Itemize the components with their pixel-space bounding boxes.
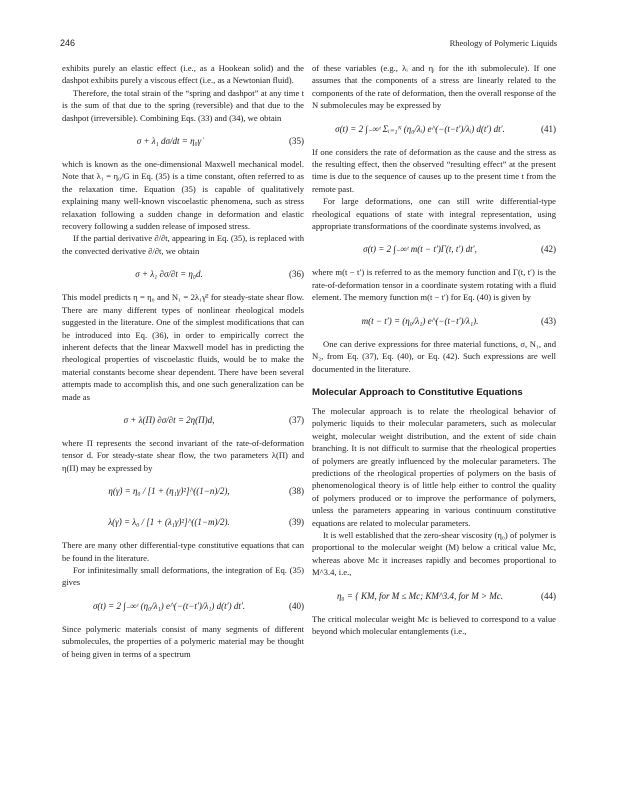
paragraph: Therefore, the total strain of the “spring and dashpot” at any time t is the sum of that due to the spring (reversible) and that due to the dashpot (irreversible). Combining Eqs. (33) and (34), we obtain: [62, 87, 304, 123]
paragraph: where m(t − t′) is referred to as the memory function and Γ(t, t′) is the rate-of-deformation tensor in a coordinate system rotating with a fluid element. The memory function m(t − t′) for Eq. (40) is given by: [312, 267, 556, 303]
paragraph: exhibits purely an elastic effect (i.e., as a Hookean solid) and the dashpot exhibits purely a viscous effect (i.e., as a Newtonian fluid).: [62, 63, 304, 86]
equation-body: σ(t) = 2 ∫₋∞ᵗ Σᵢ₌₁ᴺ (η₀/λᵢ) e^(−(t−t′)/λᵢ) d(t′) dt′.: [335, 123, 505, 134]
equation-body: σ(t) = 2 ∫₋∞ᵗ (η₀/λ₁) e^(−(t−t′)/λ₁) d(t′) dt′.: [92, 600, 246, 611]
page-header: [60, 38, 557, 50]
paragraph: Since polymeric materials consist of many segments of different submolecules, the properties of a polymeric material may be thought of being given in terms of a spectrum: [62, 623, 304, 659]
paragraph: The critical molecular weight Mc is believed to correspond to a value beyond which molecular entanglements (i.e.,: [312, 613, 556, 636]
paragraph: of these variables (e.g., λᵢ and ηᵢ for the ith submolecule). If one assumes that the components of a stress are linearly related to the components of the rate of deformation, then the overall response of the N submolecules may be expressed by: [312, 63, 556, 111]
paragraph: which is known as the one-dimensional Maxwell mechanical model. Note that λ₁ = η₀/G in Eq. (35) is a time constant, often referred to as the relaxation time. Equation (35) is capable of qualitatively explaining many well-known viscoelastic phenomena, such as stress relaxation following a sudden change in deformation and elastic recovery following a sudden release of imposed stress.: [62, 159, 304, 232]
equation-body: λ(γ̇) = λ₀ / [1 + (λ₁γ̇)²]^((1−m)/2).: [108, 517, 230, 528]
equation-number: (35): [289, 136, 304, 147]
equation-number: (37): [289, 414, 304, 425]
equation-42: [312, 235, 556, 263]
equation-number: (43): [541, 315, 556, 326]
equation-38: [62, 477, 304, 505]
equation-37: [62, 406, 304, 434]
paragraph: One can derive expressions for three material functions, σ, N₁, and N₂, from Eq. (37), Eq. (40), or Eq. (42). Such expressions are well documented in the literature.: [312, 338, 556, 374]
equation-36: [62, 260, 304, 288]
equation-body: η(γ̇) = η₀ / [1 + (η₁γ̇)²]^((1−n)/2),: [108, 486, 230, 497]
equation-number: (39): [289, 517, 304, 528]
paragraph: There are many other differential-type constitutive equations that can be found in the literature.: [62, 540, 304, 563]
equation-body: σ + λ₁ dσ/dt = η₀γ̇: [136, 136, 202, 147]
right-column: [312, 62, 556, 637]
paragraph: The molecular approach is to relate the rheological behavior of polymeric liquids to their molecular parameters, such as molecular weight, molecular weight distribution, and the extent of side chain branching. It is not difficult to surmise that the rheological properties of polymers are greatly influenced by the molecular parameters. The predictions of the rheological properties of polymers on the basis of phenomenological theory is of little help either to control the quality of polymers produced or to improve the performance of polymers, unless the parameters appearing in various continuum constitutive equations are related to molecular parameters.: [312, 405, 556, 528]
paragraph: It is well established that the zero-shear viscosity (η₀) of polymer is proportional to the molecular weight (M) below a critical value Mc, whereas above Mc it increases rapidly and becomes proportional to M^3.4, i.e.,: [312, 529, 556, 578]
paragraph: If the partial derivative ∂/∂t, appearing in Eq. (35), is replaced with the convected derivative ∂/∂t, we obtain: [62, 233, 304, 256]
paragraph: For large deformations, one can still write differential-type rheological equations of state with integral representation, using appropriate transformations of the coordinate systems involved, as: [312, 196, 556, 232]
section-heading: Molecular Approach to Constitutive Equations: [312, 386, 523, 398]
running-title: Rheology of Polymeric Liquids: [449, 38, 557, 48]
equation-35: [62, 127, 304, 155]
paragraph: where Π represents the second invariant of the rate-of-deformation tensor d. For steady-state shear flow, the two parameters λ(Π) and η(Π) may be expressed by: [62, 437, 304, 473]
equation-number: (38): [289, 486, 304, 497]
paragraph: This model predicts η = η₀ and N₁ = 2λ₁γ̇² for steady-state shear flow. There are many different types of nonlinear rheological models suggested in the literature. One of the simplest modifications that can be introduced into Eq. (36), in order to empirically correct the inherent defects that the linear Maxwell model has in predicting the rheological properties of viscoelastic fluids, would be to make the material constants become shear dependent. There have been several attempts made to accomplish this, and one such generalization can be made as: [62, 292, 304, 402]
equation-body: σ(t) = 2 ∫₋∞ᵗ m(t − t′)Γ(t, t′) dt′,: [363, 244, 477, 255]
equation-41: [312, 115, 556, 143]
equation-number: (44): [541, 590, 556, 601]
equation-43: [312, 307, 556, 335]
equation-44: [312, 582, 556, 610]
paragraph: If one considers the rate of deformation as the cause and the stress as the resulting effect, then the observed “resulting effect” at the present time is due to the sequence of causes up to the present time t from the remote past.: [312, 146, 556, 194]
equation-number: (41): [541, 123, 556, 134]
equation-40: [62, 592, 304, 620]
page-number: 246: [60, 38, 76, 48]
equation-number: (36): [289, 269, 304, 280]
equation-number: (40): [289, 600, 304, 611]
equation-body: m(t − t′) = (η₀/λ₁) e^(−(t−t′)/λ₁).: [361, 315, 479, 326]
equation-number: (42): [541, 244, 556, 255]
equation-body: η₀ = { KM, for M ≤ Mc; KM^3.4, for M > Mc.: [336, 590, 504, 601]
equation-39: [62, 508, 304, 536]
paragraph: For infinitesimally small deformations, the integration of Eq. (35) gives: [62, 564, 304, 588]
equation-body: σ + λ(Π) ∂σ/∂t = 2η(Π)d,: [123, 414, 215, 425]
left-column: [62, 62, 304, 660]
equation-body: σ + λ₁ ∂σ/∂t = η₀d.: [135, 269, 203, 280]
